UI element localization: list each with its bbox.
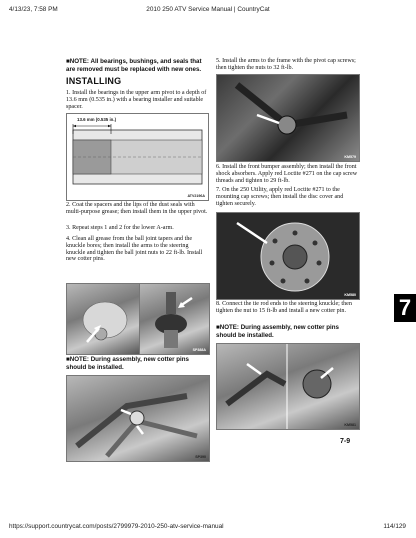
knuckle-photo-art [67, 284, 139, 354]
page-number: 7-9 [340, 438, 351, 445]
photo-arms-to-frame [216, 74, 360, 162]
figure-code: SP388A [192, 348, 206, 352]
tie-rod-photo-art [217, 344, 359, 429]
note-replace-bearings: ■NOTE: All bearings, bushings, and seals that are removed must be replaced with new ones. [66, 58, 202, 73]
print-page-count: 114/129 [383, 523, 406, 530]
chapter-tab: 7 [394, 294, 416, 322]
photo-ball-joint-knuckle [66, 283, 140, 355]
a-arm-photo-art [67, 376, 209, 461]
step-3: 3. Repeat steps 1 and 2 for the lower A-arm. [66, 225, 174, 231]
photo-ball-joint-stud [139, 283, 210, 355]
disc-photo-art [217, 213, 359, 299]
print-page-title: 2010 250 ATV Service Manual | CountryCat [146, 6, 270, 13]
bearing-depth-diagram [67, 114, 208, 200]
note-cotter-pins-2: ■NOTE: During assembly, new cotter pins should be installed. [216, 324, 339, 339]
figure-code: KM581 [344, 423, 356, 427]
figure-code: ATV2196A [187, 194, 205, 198]
step-6: 6. Install the front bumper assembly; then install the front shock absorbers. Apply red Loctite #271 on the cap screw threads and tighten to 29 ft-lb. [216, 164, 358, 184]
print-timestamp: 4/13/23, 7:58 PM [9, 6, 58, 13]
section-heading-installing: INSTALLING [66, 76, 122, 86]
figure-code: KM579 [344, 155, 356, 159]
figure-code: SP390 [195, 455, 206, 459]
dimension-label: 13.6 mm (0.535 in.) [77, 117, 117, 122]
photo-a-arm-assembly [66, 375, 210, 462]
step-1: 1. Install the bearings in the upper arm pivot to a depth of 13.6 mm (0.535 in.) with a bearing installer and suitable spacer. [66, 90, 207, 110]
photo-tie-rod-ends [216, 343, 360, 430]
frame-photo-art [217, 75, 359, 161]
step-7: 7. On the 250 Utility, apply red Loctite #271 to the mounting cap screws; then install the disc cover and tighten securely. [216, 187, 344, 207]
step-8: 8. Connect the tie rod ends to the steering knuckle; then tighten the nut to 15 ft-lb and install a new cotter pin. [216, 301, 352, 314]
figure-bearing-depth [66, 113, 209, 201]
stud-photo-art [140, 284, 209, 354]
figure-code: KM580 [344, 293, 356, 297]
step-5: 5. Install the arms to the frame with the pivot cap screws; then tighten the nuts to 32 ft-lb. [216, 58, 356, 71]
photo-disc-cover [216, 212, 360, 300]
step-2: 2. Coat the spacers and the lips of the dust seals with multi-purpose grease; then install them in the upper pivot. [66, 202, 208, 215]
print-url: https://support.countrycat.com/posts/2799979-2010-250-atv-service-manual [9, 523, 224, 530]
step-4: 4. Clean all grease from the ball joint tapers and the knuckle bores; then install the arms to the steering knuckle and tighten the ball joint nuts to 22 ft-lb. Install new cotter pins. [66, 236, 203, 263]
note-cotter-pins: ■NOTE: During assembly, new cotter pins should be installed. [66, 356, 189, 371]
